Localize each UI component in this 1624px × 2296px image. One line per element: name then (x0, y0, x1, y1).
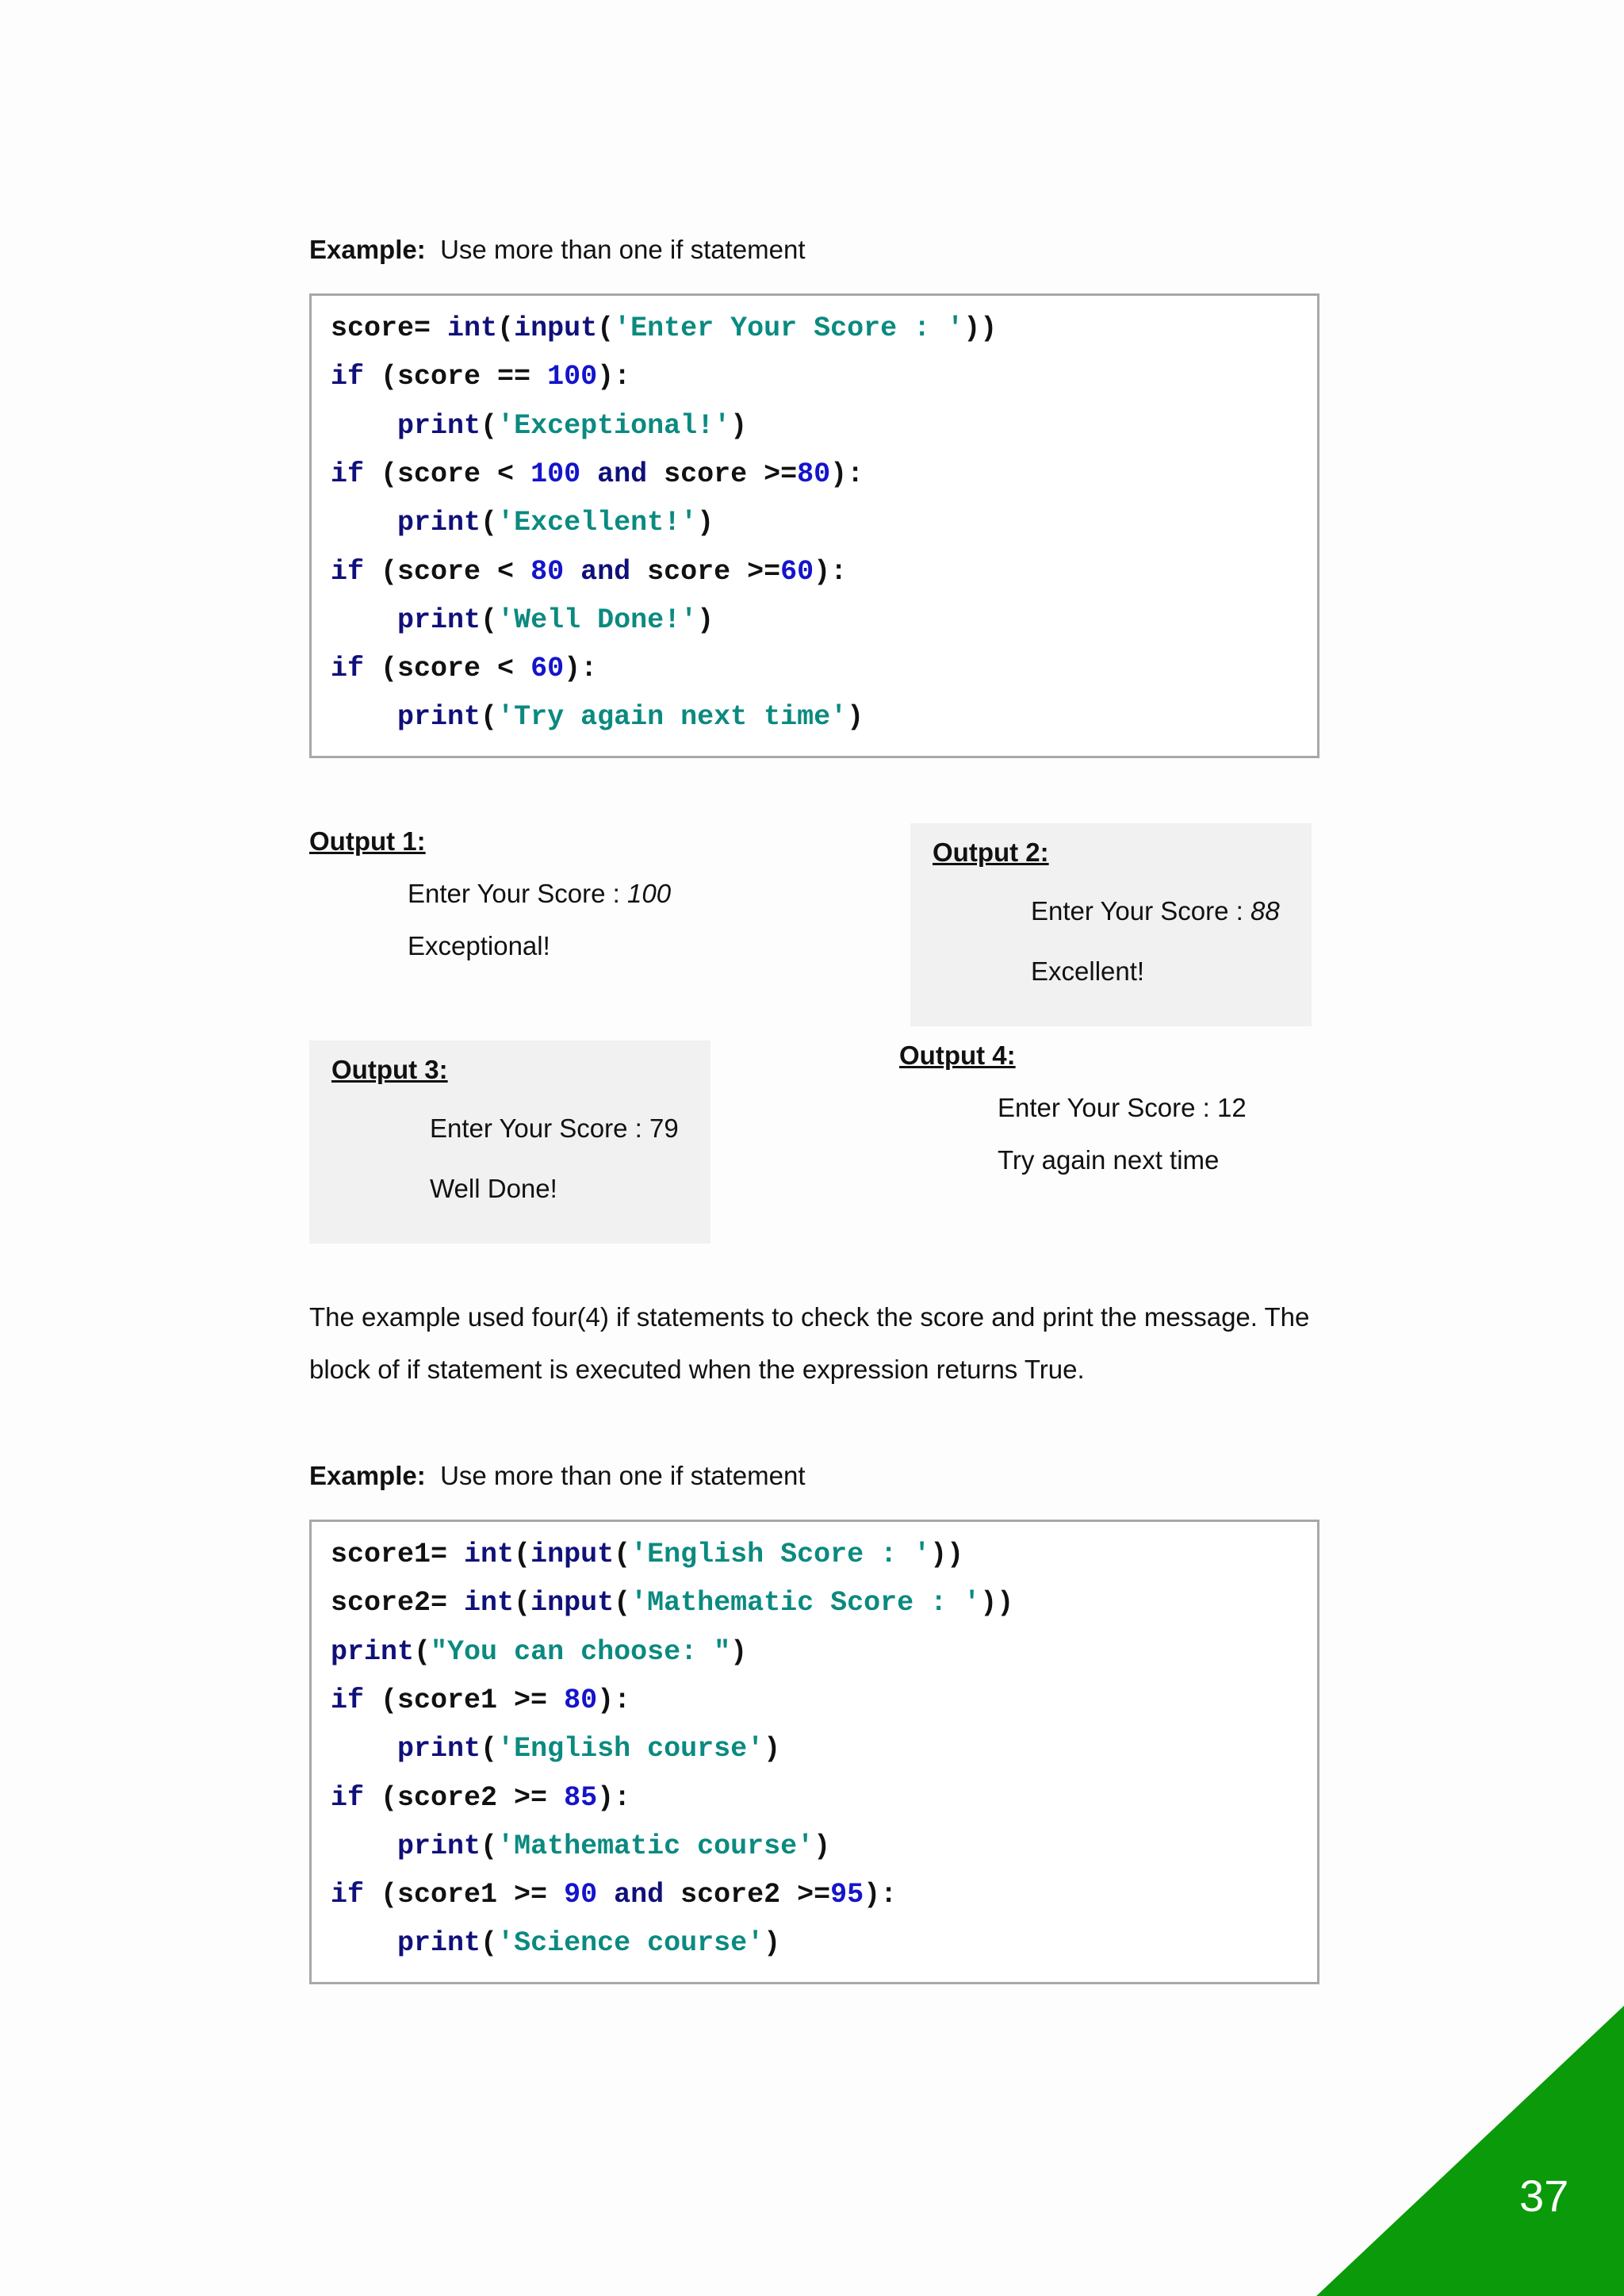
code1-line-7 (331, 604, 714, 636)
output-1-prompt-line (408, 879, 671, 909)
code-token: 90 (564, 1879, 598, 1911)
code-token: ( (514, 1587, 531, 1619)
code-token: 'Mathematic course' (497, 1830, 814, 1862)
code2-line-5 (331, 1735, 780, 1763)
paragraph-line-1: The example used four(4) if statements to check the score and print the message. The (309, 1302, 1310, 1332)
code-token: 'English Score : ' (630, 1539, 931, 1570)
code-token: (score < (364, 555, 531, 588)
code-token: if (331, 458, 365, 490)
code2-line-2 (331, 1589, 1013, 1617)
green-triangle (1316, 2006, 1624, 2296)
code-token (597, 1879, 614, 1911)
code1-line-2 (331, 363, 630, 391)
code-token: score >= (647, 458, 798, 490)
code2-line-4 (331, 1684, 631, 1716)
code-token: ): (814, 555, 848, 588)
output-4-title: Output 4: (899, 1041, 1016, 1070)
example2-heading (309, 1460, 805, 1492)
example1-label: Example: (309, 235, 426, 264)
code-token: 100 (530, 458, 581, 490)
code-token: 80 (797, 458, 831, 490)
code-token: print (397, 604, 481, 636)
code2-line-1 (331, 1541, 963, 1569)
code-token: print (397, 1830, 481, 1862)
code2-line-7 (331, 1830, 831, 1862)
code-token: ( (497, 312, 515, 344)
code-token: 80 (564, 1684, 598, 1716)
code-token (331, 701, 397, 733)
code-token: ): (830, 458, 864, 490)
example1-heading (309, 234, 805, 266)
output-1-prompt: Enter Your Score : (408, 879, 628, 908)
code-token: 60 (780, 555, 814, 588)
output-4-result: Try again next time (998, 1145, 1220, 1175)
code-token: (score1 >= (364, 1684, 565, 1716)
code-token: ( (614, 1539, 631, 1570)
code-token: input (514, 312, 598, 344)
code2-line-9 (331, 1927, 781, 1960)
code-token: print (331, 1635, 415, 1668)
code-token: print (397, 409, 481, 442)
code-token: score >= (630, 555, 781, 588)
code-token: 'Excellent!' (497, 507, 698, 539)
code-token (331, 410, 397, 442)
code-token: ( (481, 604, 498, 636)
output-1-value: 100 (627, 879, 672, 908)
code-token: score2= (331, 1587, 465, 1619)
code-token: input (530, 1539, 615, 1570)
code-token (564, 556, 580, 588)
output-3-title: Output 3: (331, 1055, 448, 1084)
code-token: if (331, 361, 365, 393)
code-block-1 (309, 293, 1320, 758)
code-token: ): (597, 1781, 631, 1814)
code-token: 'Science course' (497, 1927, 764, 1960)
code2-line-3 (331, 1635, 748, 1668)
code1-line-3 (331, 409, 748, 442)
code-token: 85 (564, 1781, 598, 1814)
code-token: ( (614, 1587, 631, 1619)
output-2-title: Output 2: (933, 838, 1049, 867)
output-2 (910, 823, 1312, 1026)
code-token (331, 507, 397, 539)
code-token: ( (414, 1635, 431, 1668)
code-token: if (331, 653, 365, 685)
code-token: 'Try again next time' (497, 701, 848, 734)
code-token: )) (930, 1539, 964, 1570)
code-token: int (464, 1587, 515, 1619)
code-token: ) (697, 507, 714, 539)
code-token: 'Well Done!' (497, 604, 698, 636)
paragraph-line-2: block of if statement is executed when the expression returns True. (309, 1355, 1085, 1384)
code-token: (score < (364, 458, 531, 490)
code-token: 'Mathematic Score : ' (630, 1587, 981, 1619)
code-token: (score1 >= (364, 1879, 565, 1911)
code2-line-8 (331, 1881, 897, 1909)
code-token: 100 (547, 361, 598, 393)
output-2-value: 88 (1251, 896, 1280, 926)
code1-line-5 (331, 509, 714, 537)
code-token: and (580, 555, 631, 588)
code-token: score1= (331, 1539, 465, 1570)
output-3 (309, 1041, 710, 1244)
code-token: ): (564, 653, 598, 685)
code-token: 60 (530, 653, 565, 685)
code-token: ( (481, 1733, 498, 1765)
output-2-prompt-line (1031, 896, 1280, 926)
code-token: ( (481, 409, 498, 442)
code-token: 95 (830, 1879, 864, 1911)
code-token: if (331, 1781, 365, 1814)
code-token: (score < (364, 653, 531, 685)
code1-line-4 (331, 458, 864, 490)
code-token: 'Exceptional!' (497, 409, 731, 442)
code-token: ) (847, 701, 864, 734)
output-2-result: Excellent! (1031, 956, 1145, 986)
code-block-2 (309, 1520, 1320, 1984)
code-token: (score2 >= (364, 1781, 565, 1814)
code-token: and (597, 458, 648, 490)
code-token: if (331, 555, 365, 588)
code-token: ( (481, 1830, 498, 1862)
code-token: if (331, 1879, 365, 1911)
code-token: 'Enter Your Score : ' (614, 312, 964, 344)
code-token: score2 >= (664, 1879, 831, 1911)
output-3-prompt-line: Enter Your Score : 79 (430, 1114, 679, 1143)
code-token: print (397, 507, 481, 539)
code-token: ) (764, 1733, 781, 1765)
code-token: print (397, 1733, 481, 1765)
code1-line-1 (331, 312, 998, 344)
code-token: if (331, 1684, 365, 1716)
code-token: ): (597, 361, 631, 393)
code-token: ( (481, 507, 498, 539)
output-1-result: Exceptional! (408, 931, 550, 960)
code-token: input (530, 1587, 615, 1619)
code-token: print (397, 1927, 481, 1960)
code-token: "You can choose: " (431, 1635, 731, 1668)
code-token: int (447, 312, 498, 344)
code-token: ): (864, 1879, 898, 1911)
code-token: and (614, 1879, 665, 1911)
code-token: ) (764, 1927, 781, 1960)
code1-line-6 (331, 555, 848, 588)
code-token: ) (730, 409, 748, 442)
code-token: ( (514, 1539, 531, 1570)
code-token: (score == (364, 361, 548, 393)
code-token: score= (331, 312, 448, 344)
code-token: ): (597, 1684, 631, 1716)
page-number: 37 (1519, 2171, 1569, 2221)
example2-label: Example: (309, 1461, 426, 1490)
code-token (331, 1927, 397, 1959)
code-token (580, 458, 597, 490)
output-3-result: Well Done! (430, 1174, 557, 1203)
output-1 (309, 825, 706, 968)
output-2-prompt: Enter Your Score : (1031, 896, 1251, 926)
code-token: ) (814, 1830, 831, 1862)
output-4 (899, 1039, 1296, 1182)
page-corner-decoration (1316, 2006, 1624, 2296)
code-token: ( (597, 312, 615, 344)
example1-text: Use more than one if statement (440, 235, 806, 264)
code1-line-9 (331, 701, 864, 734)
code2-line-6 (331, 1781, 631, 1814)
code-token: ) (730, 1635, 748, 1668)
code-token: 'English course' (497, 1733, 764, 1765)
code-token: int (464, 1539, 515, 1570)
code-token: ) (697, 604, 714, 636)
code-token: 80 (530, 555, 565, 588)
code-token (331, 1733, 397, 1765)
output-1-title: Output 1: (309, 826, 426, 856)
code-token: print (397, 701, 481, 734)
code-token: ( (481, 701, 498, 734)
example2-text: Use more than one if statement (440, 1461, 806, 1490)
code-token (331, 604, 397, 636)
code-token: ( (481, 1927, 498, 1960)
code1-line-8 (331, 655, 597, 683)
code-token (331, 1830, 397, 1862)
explanation-paragraph (309, 1291, 1332, 1396)
code-token: )) (980, 1587, 1014, 1619)
code-token: )) (963, 312, 998, 344)
output-4-prompt-line: Enter Your Score : 12 (998, 1093, 1247, 1122)
